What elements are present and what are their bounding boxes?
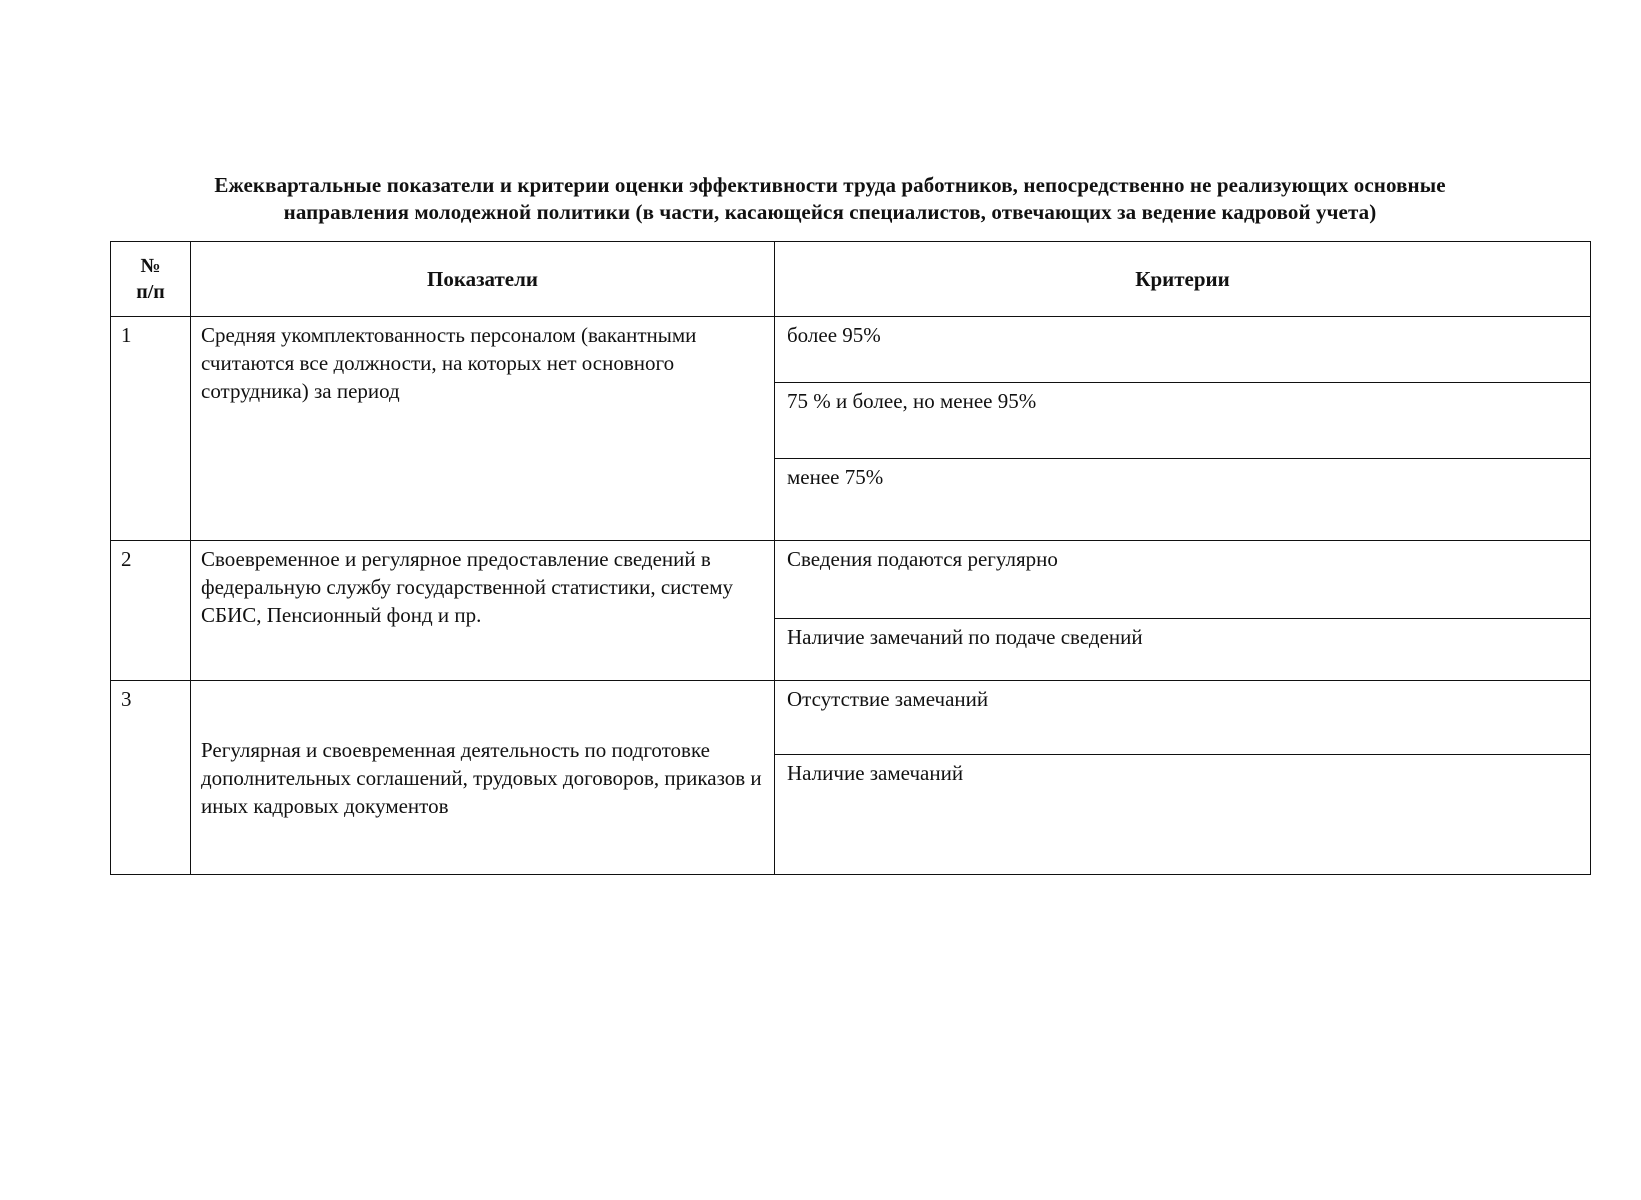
criterion-cell: менее 75% — [775, 459, 1591, 541]
criterion-cell: Наличие замечаний — [775, 755, 1591, 875]
header-number-abbr: п/п — [136, 281, 165, 303]
header-indicators: Показатели — [191, 242, 775, 317]
indicator-cell: Регулярная и своевременная деятельность по подготовке дополнительных соглашений, трудовых договоров, приказов и иных кадровых документов — [191, 681, 775, 875]
header-number-symbol: № — [140, 255, 161, 277]
header-criteria: Критерии — [775, 242, 1591, 317]
indicator-cell: Средняя укомплектованность персоналом (вакантными считаются все должности, на которых нет основного сотрудника) за период — [191, 317, 775, 541]
criterion-cell: более 95% — [775, 317, 1591, 383]
criterion-cell: 75 % и более, но менее 95% — [775, 383, 1591, 459]
document-title-line-2: направления молодежной политики (в части, касающейся специалистов, отвечающих за ведение кадровой учета) — [283, 200, 1377, 224]
row-number: 2 — [111, 541, 191, 681]
row-number: 3 — [111, 681, 191, 875]
header-number — [111, 242, 191, 317]
table-row — [111, 317, 1591, 383]
table-row — [111, 541, 1591, 619]
criterion-cell: Наличие замечаний по подаче сведений — [775, 619, 1591, 681]
document-title-line-1: Ежеквартальные показатели и критерии оценки эффективности труда работников, непосредственно не реализующих основные — [214, 173, 1446, 197]
table-row — [111, 681, 1591, 755]
criterion-cell: Отсутствие замечаний — [775, 681, 1591, 755]
criterion-cell: Сведения подаются регулярно — [775, 541, 1591, 619]
indicator-cell: Своевременное и регулярное предоставление сведений в федеральную службу государственной статистики, систему СБИС, Пенсионный фонд и пр. — [191, 541, 775, 681]
criteria-table — [110, 241, 1591, 875]
document-title — [120, 172, 1540, 226]
table-header-row — [111, 242, 1591, 317]
row-number: 1 — [111, 317, 191, 541]
